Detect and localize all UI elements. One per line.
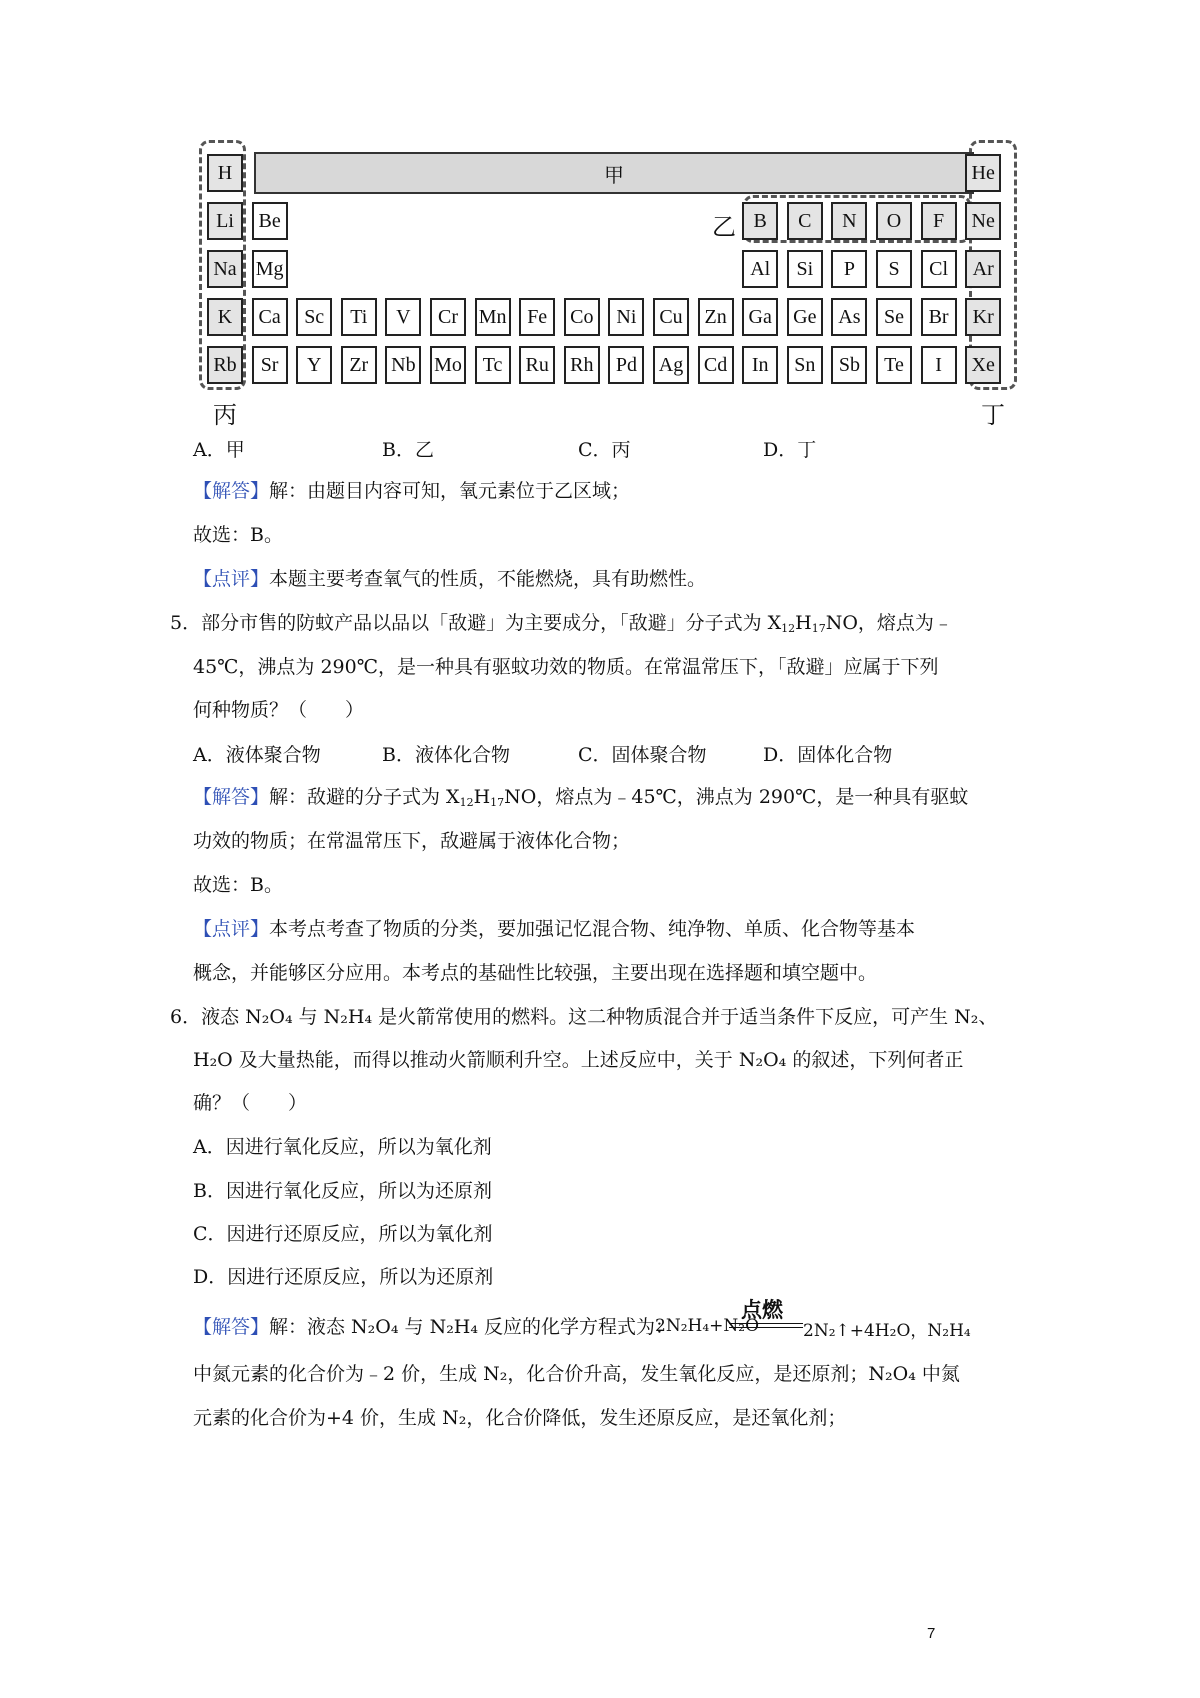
q6-answer-line2: 中氮元素的化合价为﹣2 价，生成 N₂，化合价升高，发生氧化反应，是还原剂；N₂O₄ 中氮: [193, 1363, 960, 1385]
element-cell-rh: Rh: [564, 346, 600, 384]
q4-comment: [193, 566, 706, 592]
q6-stem-line1: 6．液态 N₂O₄ 与 N₂H₄ 是火箭常使用的燃料。这二种物质混合并于适当条件下反应，可产生 N₂、: [170, 1006, 998, 1028]
element-cell-n: N: [831, 202, 867, 240]
q5-answer-line1: 【解答】解：敌避的分子式为 $X_{12}H_{17}NO$，熔点为﹣45℃，沸点为 290℃，是一种具有驱蚊: [193, 786, 969, 809]
element-cell-ge: Ge: [787, 298, 823, 336]
element-cell-sr: Sr: [252, 346, 288, 384]
element-cell-cl: Cl: [921, 250, 957, 288]
q4-comment-text: 本题主要考查氧气的性质，不能燃烧，具有助燃性。: [269, 568, 707, 590]
page-number: 7: [927, 1625, 936, 1642]
element-cell-ar: Ar: [965, 250, 1001, 288]
q4-option-c: C．丙: [578, 439, 631, 461]
element-cell-f: F: [921, 202, 957, 240]
element-cell-v: V: [385, 298, 421, 336]
element-cell-mn: Mn: [475, 298, 511, 336]
element-cell-ti: Ti: [341, 298, 377, 336]
answer-tag: 【解答】: [193, 786, 270, 808]
q4-answer: [193, 478, 630, 504]
zone-jia-band: [254, 152, 974, 194]
element-cell-ga: Ga: [742, 298, 778, 336]
element-cell-zr: Zr: [341, 346, 377, 384]
element-cell-be: Be: [252, 202, 288, 240]
q6-option-c: C．因进行还原反应，所以为氧化剂: [193, 1223, 493, 1245]
q4-answer-text: 解：由题目内容可知，氧元素位于乙区域；: [269, 480, 631, 502]
zone-bing-label: 丙: [213, 401, 237, 429]
element-cell-cr: Cr: [430, 298, 466, 336]
q5-stem-line1: 5．部分市售的防蚊产品以品以「敌避」为主要成分，「敌避」分子式为 $X_{12}H_{17}NO$，熔点为﹣: [170, 612, 953, 635]
q6-stem-line3: 确？（ ）: [193, 1092, 308, 1114]
element-cell-p: P: [831, 250, 867, 288]
q5-option-b: B．液体化合物: [382, 744, 510, 766]
element-cell-k: K: [207, 298, 243, 336]
q5-comment-line2: 概念，并能够区分应用。本考点的基础性比较强，主要出现在选择题和填空题中。: [193, 962, 878, 984]
element-cell-zn: Zn: [698, 298, 734, 336]
element-cell-sb: Sb: [831, 346, 867, 384]
periodic-table-figure: [205, 140, 1030, 429]
q5-stem-line3: 何种物质？（ ）: [193, 699, 365, 721]
q6-option-a: A．因进行氧化反应，所以为氧化剂: [193, 1136, 492, 1158]
element-cell-ne: Ne: [965, 202, 1001, 240]
element-cell-kr: Kr: [965, 298, 1001, 336]
q5-answer-line2: 功效的物质；在常温常压下，敌避属于液体化合物；: [193, 830, 631, 852]
element-cell-rb: Rb: [207, 346, 243, 384]
element-cell-s: S: [876, 250, 912, 288]
q6-stem-line2: H₂O 及大量热能，而得以推动火箭顺利升空。上述反应中，关于 N₂O₄ 的叙述，下列何者正: [193, 1049, 964, 1071]
q5-choice: 故选：B。: [193, 874, 283, 896]
q4-option-d: D．丁: [763, 439, 817, 461]
element-cell-i: I: [921, 346, 957, 384]
zone-yi-label: 乙: [712, 213, 736, 241]
element-cell-ag: Ag: [653, 346, 689, 384]
comment-tag: 【点评】: [193, 568, 270, 590]
q4-option-a: A．甲: [193, 439, 245, 461]
q5-comment-line1: 【点评】本考点考查了物质的分类，要加强记忆混合物、纯净物、单质、化合物等基本: [193, 918, 916, 940]
q4-option-b: B．乙: [382, 439, 434, 461]
element-cell-tc: Tc: [475, 346, 511, 384]
q4-choice: 故选：B。: [193, 524, 283, 546]
element-cell-mg: Mg: [252, 250, 288, 288]
element-cell-al: Al: [742, 250, 778, 288]
element-cell-b: B: [742, 202, 778, 240]
element-cell-mo: Mo: [430, 346, 466, 384]
element-cell-h: H: [207, 154, 243, 192]
q6-answer-line3: 元素的化合价为+4 价，生成 N₂，化合价降低，发生还原反应，是还氧化剂；: [193, 1407, 847, 1429]
element-cell-cd: Cd: [698, 346, 734, 384]
zone-jia-label: 甲: [604, 162, 624, 187]
element-cell-xe: Xe: [965, 346, 1001, 384]
element-cell-co: Co: [564, 298, 600, 336]
q5-stem-line2: 45℃，沸点为 290℃，是一种具有驱蚊功效的物质。在常温常压下，「敌避」应属于下列: [193, 656, 939, 678]
answer-tag: 【解答】: [193, 480, 270, 502]
element-cell-sc: Sc: [296, 298, 332, 336]
element-cell-ru: Ru: [519, 346, 555, 384]
element-cell-fe: Fe: [519, 298, 555, 336]
equation-double-line: [729, 1323, 803, 1328]
q6-option-b: B．因进行氧化反应，所以为还原剂: [193, 1180, 492, 1202]
q6-option-d: D．因进行还原反应，所以为还原剂: [193, 1266, 494, 1288]
element-cell-pd: Pd: [608, 346, 644, 384]
equation-condition: 点燃: [741, 1298, 783, 1322]
comment-tag: 【点评】: [193, 918, 270, 940]
equation-left: 2N₂H₄+N₂O: [655, 1316, 760, 1336]
equation-right: 2N₂↑+4H₂O，N₂H₄: [803, 1321, 971, 1341]
element-cell-cu: Cu: [653, 298, 689, 336]
element-cell-as: As: [831, 298, 867, 336]
element-cell-na: Na: [207, 250, 243, 288]
element-cell-o: O: [876, 202, 912, 240]
answer-tag: 【解答】: [193, 1316, 270, 1338]
element-cell-br: Br: [921, 298, 957, 336]
q5-option-d: D．固体化合物: [763, 744, 893, 766]
element-cell-te: Te: [876, 346, 912, 384]
q5-option-c: C．固体聚合物: [578, 744, 707, 766]
zone-ding-label: 丁: [981, 401, 1005, 429]
element-cell-nb: Nb: [385, 346, 421, 384]
element-cell-sn: Sn: [787, 346, 823, 384]
element-cell-he: He: [965, 154, 1001, 192]
element-cell-in: In: [742, 346, 778, 384]
element-cell-ca: Ca: [252, 298, 288, 336]
element-cell-c: C: [787, 202, 823, 240]
q5-option-a: A．液体聚合物: [193, 744, 321, 766]
element-cell-li: Li: [207, 202, 243, 240]
element-cell-si: Si: [787, 250, 823, 288]
element-cell-ni: Ni: [608, 298, 644, 336]
q6-answer-line1: 【解答】解：液态 N₂O₄ 与 N₂H₄ 反应的化学方程式为：: [193, 1316, 675, 1338]
element-cell-se: Se: [876, 298, 912, 336]
element-cell-y: Y: [296, 346, 332, 384]
